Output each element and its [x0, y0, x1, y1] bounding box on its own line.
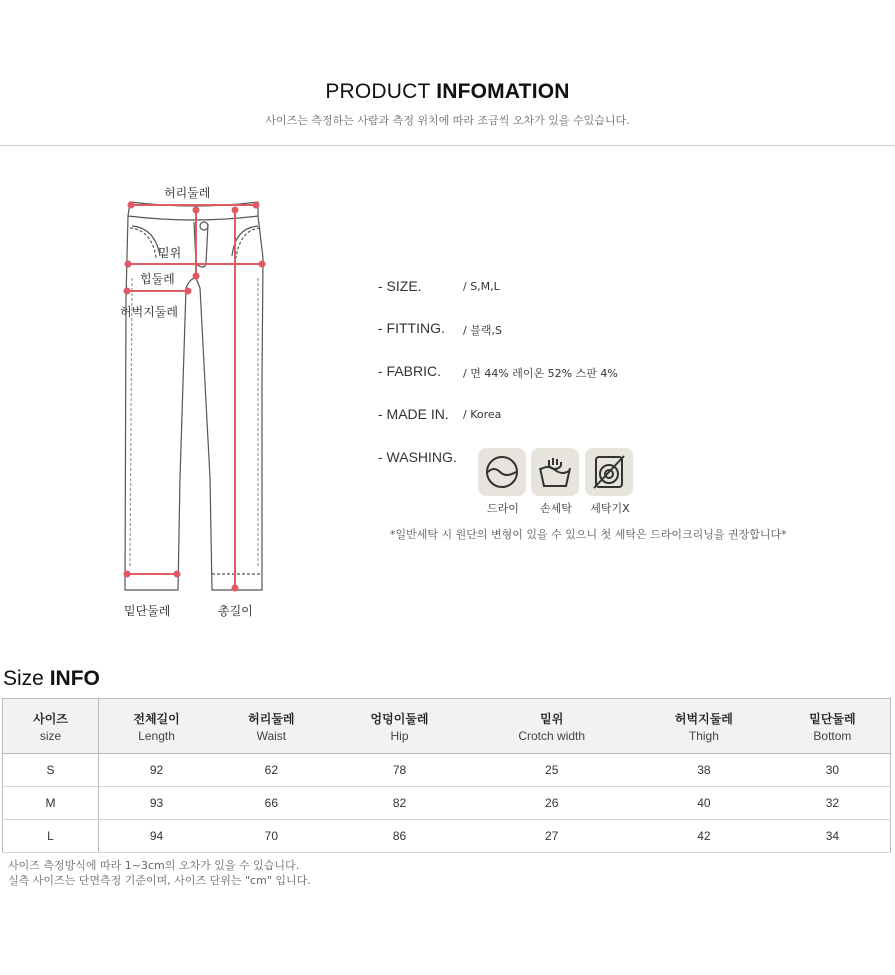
spec-value: / S,M,L — [463, 280, 500, 293]
table-cell: 34 — [775, 820, 891, 853]
washing-note: *일반세탁 시 원단의 변형이 있을 수 있으니 첫 세탁은 드라이크리닝을 권장합니다* — [390, 528, 787, 541]
table-cell: 42 — [633, 820, 775, 853]
table-cell: 93 — [99, 787, 215, 820]
size-info-title — [3, 667, 100, 691]
table-cell: 92 — [99, 754, 215, 787]
size-notes — [8, 858, 311, 888]
column-header — [470, 699, 633, 754]
table-row — [3, 820, 891, 853]
column-header-ko: 밑단둘레 — [809, 711, 856, 726]
column-header-ko: 허리둘레 — [248, 711, 295, 726]
spec-key: - FABRIC. — [378, 363, 442, 379]
waist-label: 허리둘레 — [164, 186, 211, 200]
spec-key: - MADE IN. — [378, 406, 449, 422]
washing-item — [478, 448, 528, 516]
table-cell: 38 — [633, 754, 775, 787]
table-row — [3, 754, 891, 787]
column-header-ko: 전체길이 — [133, 711, 180, 726]
table-cell: 66 — [214, 787, 328, 820]
table-cell: 27 — [470, 820, 633, 853]
table-cell: 32 — [775, 787, 891, 820]
column-header-en: Hip — [390, 728, 409, 743]
rise-label: 밑위 — [158, 246, 182, 260]
table-cell: 62 — [214, 754, 328, 787]
pants-diagram — [100, 178, 300, 628]
size-note: 실측 사이즈는 단면측정 기준이며, 사이즈 단위는 "cm" 입니다. — [8, 874, 311, 887]
column-header — [329, 699, 471, 754]
spec-key: - SIZE. — [378, 278, 422, 294]
length-label: 총길이 — [218, 604, 253, 618]
column-header — [3, 699, 99, 754]
column-header — [99, 699, 215, 754]
column-header-en: Length — [138, 728, 175, 743]
column-header-ko: 허벅지둘레 — [674, 711, 733, 726]
table-row — [3, 787, 891, 820]
column-header-en: size — [39, 728, 62, 743]
size-note: 사이즈 측정방식에 따라 1~3cm의 오차가 있을 수 있습니다. — [8, 859, 300, 872]
column-header-ko: 엉덩이둘레 — [370, 711, 429, 726]
header-divider — [0, 145, 895, 146]
column-header-en: Thigh — [688, 728, 719, 743]
column-header-en: Bottom — [813, 728, 852, 743]
dry-clean-icon — [478, 448, 526, 496]
table-cell: 26 — [470, 787, 633, 820]
page-title — [0, 80, 895, 104]
column-header — [775, 699, 891, 754]
washing-label: 드라이 — [487, 502, 519, 515]
thigh-label: 허벅지둘레 — [120, 305, 178, 319]
spec-size — [378, 274, 858, 298]
hip-label: 힙둘레 — [140, 272, 175, 286]
hand-wash-icon — [531, 448, 579, 496]
table-cell: 86 — [329, 820, 471, 853]
spec-fitting — [378, 316, 858, 340]
column-header-ko: 사이즈 — [33, 711, 68, 726]
washing-label: 손세탁 — [540, 502, 572, 515]
size-table-header — [3, 699, 891, 754]
washing-item — [585, 448, 635, 516]
column-header — [214, 699, 328, 754]
size-table — [2, 698, 891, 853]
table-cell: 25 — [470, 754, 633, 787]
table-cell: L — [3, 820, 99, 853]
spec-fabric — [378, 359, 858, 383]
spec-value: / 블랙,S — [463, 324, 502, 337]
spec-value: / 면 44% 레이온 52% 스판 4% — [463, 367, 618, 380]
spec-made-in — [378, 402, 858, 426]
table-cell: 70 — [214, 820, 328, 853]
title-light: PRODUCT — [325, 80, 437, 103]
table-cell: 82 — [329, 787, 471, 820]
product-info-header — [0, 80, 895, 128]
table-cell: 40 — [633, 787, 775, 820]
table-cell: M — [3, 787, 99, 820]
no-machine-wash-icon — [585, 448, 633, 496]
hem-label: 밑단둘레 — [124, 604, 171, 618]
column-header-en: Crotch width — [518, 728, 586, 743]
table-cell: S — [3, 754, 99, 787]
column-header-ko: 밑위 — [540, 711, 564, 726]
pants-illustration — [100, 178, 300, 628]
size-title-light: Size — [3, 667, 50, 690]
page-subtitle: 사이즈는 측정하는 사람과 측정 위치에 따라 조금씩 오차가 있을 수있습니다. — [265, 114, 630, 127]
spec-value: / Korea — [463, 408, 502, 421]
washing-label: 세탁기X — [590, 502, 630, 515]
table-cell: 30 — [775, 754, 891, 787]
table-cell: 78 — [329, 754, 471, 787]
column-header — [633, 699, 775, 754]
table-cell: 94 — [99, 820, 215, 853]
spec-key: - FITTING. — [378, 320, 445, 336]
column-header-en: Waist — [256, 728, 287, 743]
title-bold: INFOMATION — [436, 80, 570, 103]
spec-key: - WASHING. — [378, 449, 457, 465]
size-title-bold: INFO — [49, 667, 100, 690]
washing-item — [531, 448, 581, 516]
